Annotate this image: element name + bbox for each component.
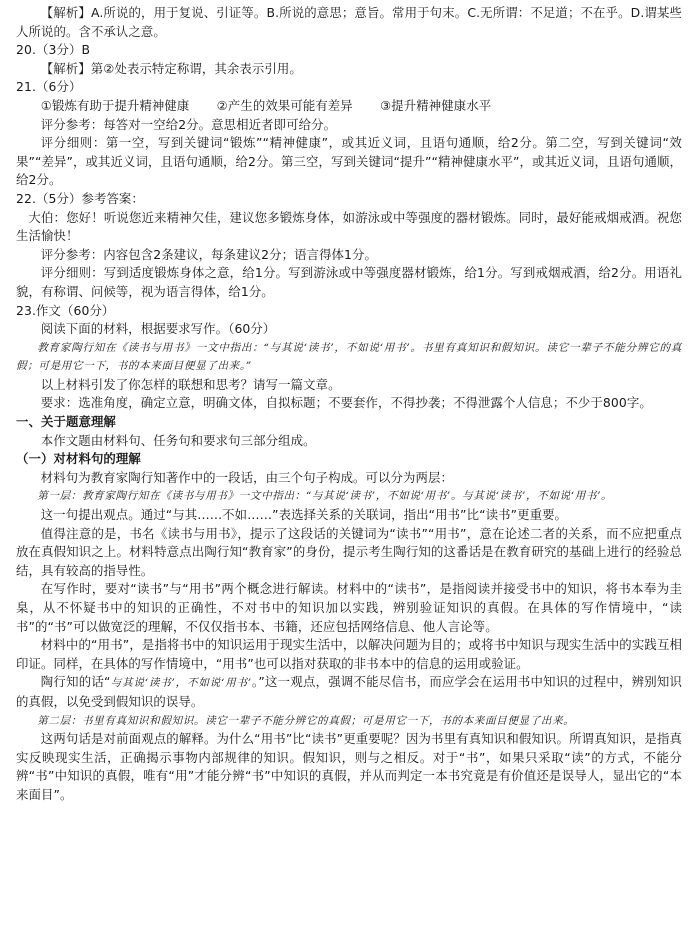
q21-answers: [16, 97, 682, 116]
layer-two: [16, 712, 682, 731]
q22-answer: 大伯：您好！听说您近来精神欠佳，建议您多锻炼身体，如游泳或中等强度的器材锻炼。同时，最好能戒烟戒酒。祝您生活愉快！: [16, 209, 682, 244]
tao-view-lead: 陶行知的话“: [40, 674, 111, 690]
paragraph-title-note: 值得注意的是，书名《读书与用书》，提示了这段话的关键词为“读书”“用书”，意在论述二者的关系，而不应把重点放在真假知识之上。材料特意点出陶行知“教育家”的身份，提示考生陶行知的这番话是在教育研究的基础上进行的经验总结，具有较高的指导性。: [16, 525, 682, 578]
layer-one-quote: 教育家陶行知在《读书与用书》一文中指出：“与其说‘读书’，不如说‘用书’。与其说‘读书’，不如说‘用书’。: [81, 490, 613, 503]
q21-scoring-detail: 评分细则：第一空，写到关键词“锻炼”“精神健康”，或其近义词，且语句通顺，给2分。第二空，写到关键词“效果”“差异”，或其近义词，且语句通顺，给2分。第三空，写到关键词“提升”“精神健康水平”，或其近义词，且语句通顺，给2分。: [16, 135, 682, 188]
q23-requirements: 要求：选准角度，确定立意，明确文体，自拟标题；不要套作，不得抄袭；不得泄露个人信息；不少于800字。: [40, 395, 652, 411]
q22-scoring-reference: 评分参考：内容包含2条建议，每条建议2分；语言得体1分。: [40, 246, 378, 262]
paragraph-using-concept: 材料中的“用书”，是指将书中的知识运用于现实生活中，以解决问题为目的；或将书中知识与现实生活中的实践互相印证。同样，在具体的写作情境中，“用书”也可以指对获取的非书本中的信息的运用或验证。: [16, 637, 682, 671]
q20-analysis: 【解析】第②处表示特定称谓，其余表示引用。: [40, 60, 302, 76]
material-intro: 材料句为教育家陶行知著作中的一段话，由三个句子构成。可以分为两层：: [40, 469, 453, 485]
layer-one-label: 第一层：: [37, 490, 82, 503]
q21-heading: 21.（6分）: [16, 79, 82, 95]
paragraph-tao-view: [16, 673, 682, 711]
q19-analysis: 【解析】A.所说的，用于复说、引证等。B.所说的意思；意旨。常用于句末。C.无所谓：不足道；不在乎。D.谓某些人所说的。含不承认之意。: [16, 5, 682, 39]
q23-material-quote: 教育家陶行知在《读书与用书》一文中指出：“与其说‘读书’，不如说‘用书’。书里有真知识和假知识。读它一辈子不能分辨它的真假；可是用它一下，书的本来面目便显了出来。”: [16, 341, 682, 373]
subsection-heading-1: （一）对材料句的理解: [16, 451, 141, 467]
q20-answer: 20.（3分）B: [16, 42, 91, 58]
q23-task: 以上材料引发了你怎样的联想和思考？请写一篇文章。: [40, 376, 341, 392]
q21-answer-2: ②产生的效果可能有差异: [216, 97, 353, 113]
layer-two-analysis: 这两句话是对前面观点的解释。为什么“用书”比“读书”更重要呢？因为书里有真知识和假知识。所谓真知识，是指真实反映现实生活，正确揭示事物内部规律的知识。假知识，则与之相反。对于“书”，如果只采取“读”的方式，不能分辨“书”中知识的真假，唯有“用”才能分辨“书”中知识的真假，并从而判定一本书究竟是有价值还是误导人，显出它的“本来面目”。: [16, 731, 682, 802]
section-heading-1: 一、关于题意理解: [16, 414, 116, 430]
q23-heading: 23.作文（60分）: [16, 302, 115, 318]
q22-heading: 22.（5分）参考答案：: [16, 190, 144, 206]
q21-scoring-reference: 评分参考：每答对一空给2分。意思相近者即可给分。: [40, 116, 337, 132]
layer-one-analysis: 这一句提出观点。通过“与其……不如……”表选择关系的关联词，指出“用书”比“读书”更重要。: [40, 507, 568, 523]
tao-view-rest: 。”这一观点，强调不能尽信书，而应学会在运用书中知识的过程中，辨别知识的真假，以免受到假知识的误导。: [16, 674, 683, 709]
q21-answer-3: ③提升精神健康水平: [380, 97, 492, 113]
q22-scoring-detail: 评分细则：写到适度锻炼身体之意，给1分。写到游泳或中等强度器材锻炼，给1分。写到戒烟戒酒，给2分。用语礼貌，有称谓、问候等，视为语言得体，给1分。: [16, 265, 682, 299]
paragraph-reading-concept: 在写作时，要对“读书”与“用书”两个概念进行解读。材料中的“读书”，是指阅读并接受书中的知识，将书本奉为圭臬，从不怀疑书中的知识的正确性，不对书中的知识加以实践，辨别验证知识的真假。在具体的写作情境中，“读书”的“书”可以做宽泛的理解，不仅仅指书本、书籍，还应包括网络信息、他人言论等。: [16, 581, 682, 634]
tao-view-quote: 与其说‘读书’，不如说‘用书’: [110, 677, 252, 690]
section-1-text: 本作文题由材料句、任务句和要求句三部分组成。: [40, 432, 316, 448]
q21-answer-1: ①锻炼有助于提升精神健康: [40, 97, 190, 113]
layer-two-label: 第二层：: [37, 714, 82, 727]
layer-two-quote: 书里有真知识和假知识。读它一辈子不能分辨它的真假；可是用它一下，书的本来面目便显了出来。: [81, 714, 575, 727]
q23-prompt: 阅读下面的材料，根据要求写作。（60分）: [40, 321, 276, 337]
layer-one: [16, 487, 682, 506]
